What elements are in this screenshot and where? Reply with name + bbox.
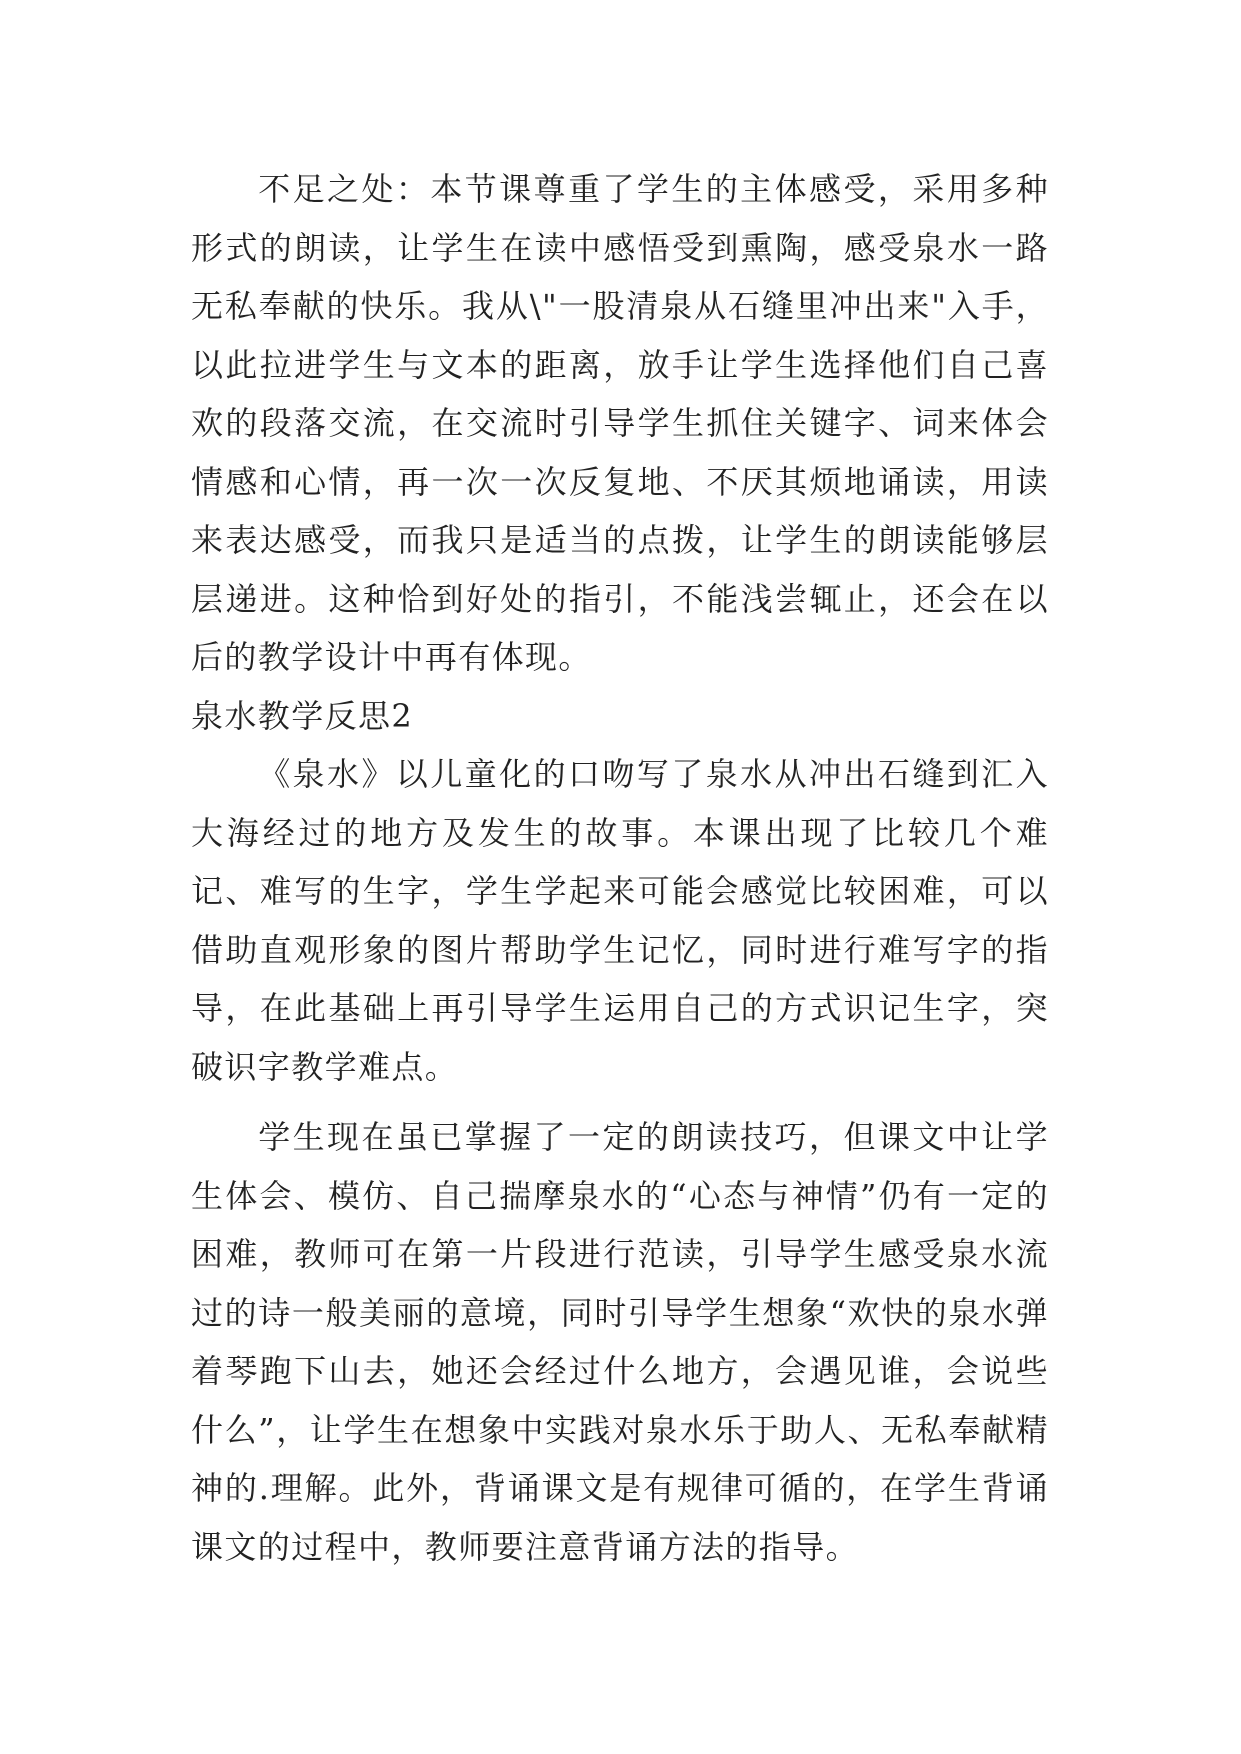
reflection-paragraph-shortcomings: 不足之处：本节课尊重了学生的主体感受，采用多种形式的朗读，让学生在读中感悟受到熏陶，感受泉水一路无私奉献的快乐。我从\"一股清泉从石缝里冲出来"入手，以此拉进学生与文本的距离，放手让学生选择他们自己喜欢的段落交流，在交流时引导学生抓住关键字、词来体会情感和心情，再一次一次反复地、不厌其烦地诵读，用读来表达感受，而我只是适当的点拨，让学生的朗读能够层层递进。这种恰到好处的指引，不能浅尝辄止，还会在以后的教学设计中再有体现。: [191, 170, 1049, 676]
reflection-paragraph-literacy: 《泉水》以儿童化的口吻写了泉水从冲出石缝到汇入大海经过的地方及发生的故事。本课出现了比较几个难记、难写的生字，学生学起来可能会感觉比较困难，可以借助直观形象的图片帮助学生记忆，同时进行难写字的指导，在此基础上再引导学生运用自己的方式识记生字，突破识字教学难点。: [191, 755, 1049, 1086]
reflection-paragraph-reading: 学生现在虽已掌握了一定的朗读技巧，但课文中让学生体会、模仿、自己揣摩泉水的“心态与神情”仍有一定的困难，教师可在第一片段进行范读，引导学生感受泉水流过的诗一般美丽的意境，同时引导学生想象“欢快的泉水弹着琴跑下山去，她还会经过什么地方，会遇见谁，会说些什么”，让学生在想象中实践对泉水乐于助人、无私奉献精神的.理解。此外，背诵课文是有规律可循的，在学生背诵课文的过程中，教师要注意背诵方法的指导。: [191, 1118, 1049, 1566]
document-body: [191, 160, 1049, 1576]
section-title: 泉水教学反思2: [191, 696, 414, 735]
